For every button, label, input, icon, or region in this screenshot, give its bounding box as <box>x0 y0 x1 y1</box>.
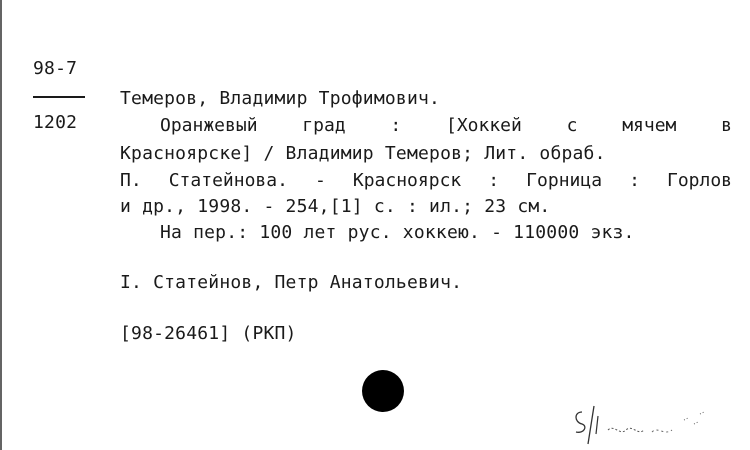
title-line-3: П. Статейнова. - Красноярск : Горница : Горлов <box>120 170 732 191</box>
general-note: На пер.: 100 лет рус. хоккею. - 110000 экз. <box>160 222 635 243</box>
punch-hole <box>362 370 404 412</box>
added-entry: I. Статейнов, Петр Анатольевич. <box>120 272 463 293</box>
shelf-divider <box>33 96 85 98</box>
title-line-4: и др., 1998. - 254,[1] с. : ил.; 23 см. <box>120 196 551 217</box>
author-heading: Темеров, Владимир Трофимович. <box>120 88 441 109</box>
shelf-mark: 98-7 <box>33 58 78 79</box>
title-line-2: Красноярске] / Владимир Темеров; Лит. обраб. <box>120 143 606 164</box>
record-id: [98-26461] (РКП) <box>120 323 297 344</box>
title-line-1: Оранжевый град : [Хоккей с мячем в <box>160 115 732 136</box>
catalog-number: 1202 <box>33 112 78 133</box>
card-left-edge <box>0 0 2 450</box>
handwritten-signature <box>568 400 738 450</box>
